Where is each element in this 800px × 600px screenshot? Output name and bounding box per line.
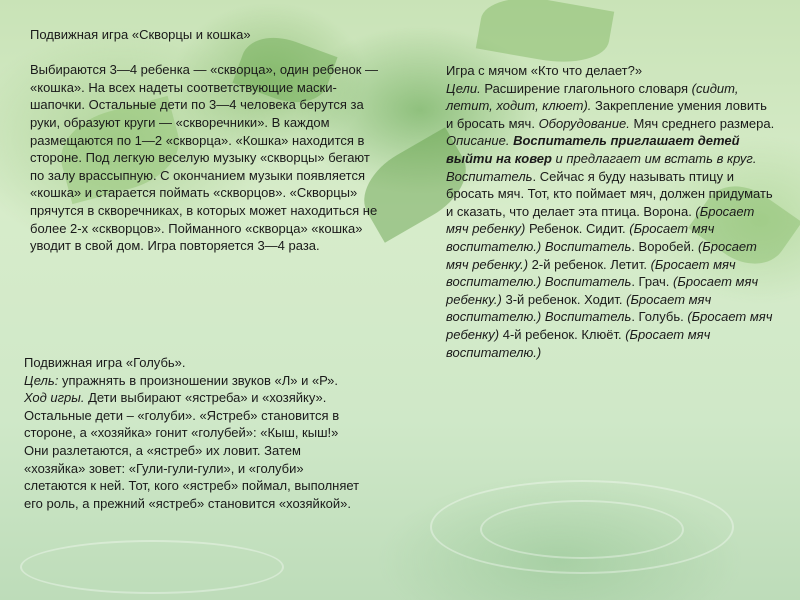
game-dove-course: Ход игры. Дети выбирают «ястреба» и «хозяйку». Остальные дети – «голуби». «Ястреб» становится в стороне, а «хозяйка» гонит «голубей»: «Кыш, кыш!» Они разлетаются, а «ястреб» их ловит. Затем «хозяйка» зовет: «Гули-гули-гули», и «голуби» слетаются к ней. Тот, кого «ястреб» поймал, выполняет его роль, а прежний «ястреб» становится «хозяйкой». [24,390,360,511]
water-ripple [480,500,684,559]
game-starlings-block [30,26,380,255]
leaf-decoration [476,0,614,71]
game-starlings-text: Выбираются 3—4 ребенка — «скворца», один ребенок — «кошка». На всех надеты соответствующие маски-шапочки. Остальные дети по 3—4 человека берутся за руки, образуют круги — «скворечники». В каждом размещаются по 1—2 «скворца». «Кошка» находится в стороне. Под легкую веселую музыку «скворцы» бегают по залу врассыпную. С окончанием музыки появляется «кошка» и старается поймать «скворцов». «Скворцы» прячутся в скворечниках, в которых может находиться не более 2-х «скворцов». Пойманного «скворца» «кошка» уводит в свой дом. Игра повторяется 3—4 раза. [30,62,379,254]
game-ball-block [446,62,776,361]
game-dove-block [24,354,364,512]
game-dove-goal: Цель: упражнять в произношении звуков «Л» и «Р». [24,372,338,388]
game-ball-title: Игра с мячом «Кто что делает?» [446,63,643,78]
game-dove-title: Подвижная игра «Голубь». [24,355,186,370]
game-starlings-title: Подвижная игра «Скворцы и кошка» [30,27,251,42]
water-ripple [20,540,284,594]
game-ball-goals: Цели. Расширение глагольного словаря (сидит, летит, ходит, клюет). Закрепление умения ловить и бросать мяч. Оборудование. Мяч среднего размера. Описание. Воспитатель приглашает детей выйти на ковер и предлагает им встать в круг. [446,80,775,166]
game-ball-dialog: Воспитатель. Сейчас я буду называть птицу и бросать мяч. Тот, кто поймает мяч, должен придумать и сказать, что делает эта птица. Ворона. (Бросает мяч ребенку) Ребенок. Сидит. (Бросает мяч воспитателю.) Воспитатель. Воробей. (Бросает мяч ребенку.) 2-й ребенок. Летит. (Бросает мяч воспитателю.) Воспитатель. Грач. (Бросает мяч ребенку.) 3-й ребенок. Ходит. (Бросает мяч воспитателю.) Воспитатель. Голубь. (Бросает мяч ребенку) 4-й ребенок. Клюёт. (Бросает мяч воспитателю.) [446,168,773,360]
